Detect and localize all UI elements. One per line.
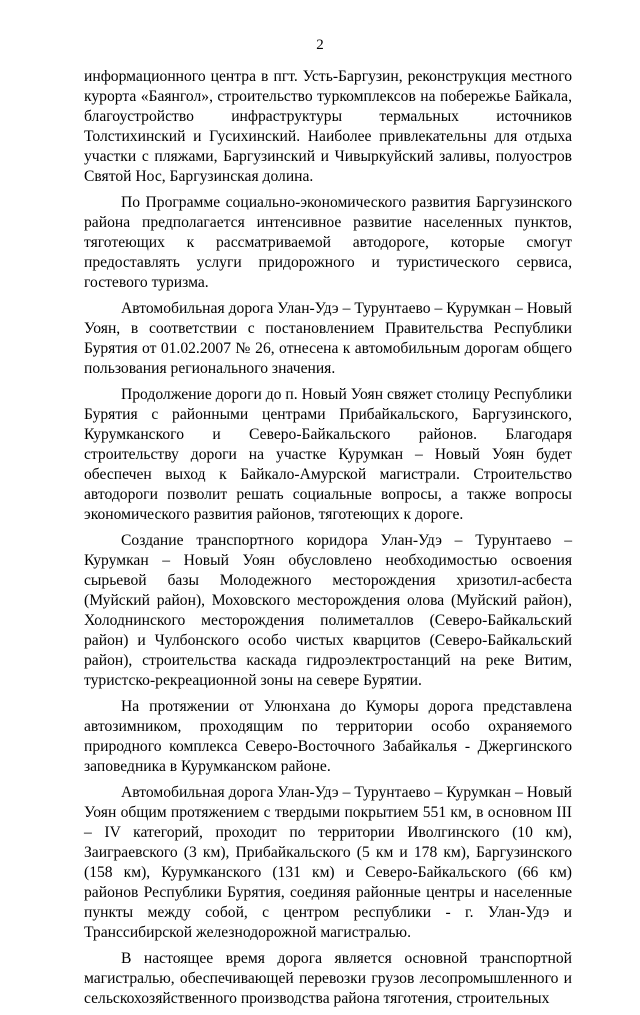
paragraph: Автомобильная дорога Улан-Удэ – Турунтаево – Курумкан – Новый Уоян, в соответствии с постановлением Правительства Республики Бурятия от 01.02.2007 № 26, отнесена к автомобильным дорогам общего пользования регионального значения. [84,300,572,377]
document-body [84,67,572,1015]
paragraph: В настоящее время дорога является основной транспортной магистралью, обеспечивающей перевозки грузов лесопромышленного и сельскохозяйственного производства района тяготения, строительных [84,950,572,1007]
paragraph: Автомобильная дорога Улан-Удэ – Турунтаево – Курумкан – Новый Уоян общим протяжением с твердыми покрытием 551 км, в основном III – IV категорий, проходит по территории Иволгинского (10 км), Заиграевского (3 км), Прибайкальского (5 км и 178 км), Баргузинского (158 км), Курумканского (131 км) и Северо-Байкальского (66 км) районов Республики Бурятия, соединяя районные центры и населенные пункты между собой, с центром республики - г. Улан-Удэ и Транссибирской железнодорожной магистралью. [84,784,572,941]
paragraph: Создание транспортного коридора Улан-Удэ – Турунтаево – Курумкан – Новый Уоян обусловлено необходимостью освоения сырьевой базы Молодежного месторождения хризотил-асбеста (Муйский район), Моховского месторождения олова (Муйский район), Холоднинского месторождения полиметаллов (Северо-Байкальский район) и Чулбонского особо чистых кварцитов (Северо-Байкальский район), строительства каскада гидроэлектростанций на реке Витим, туристско-рекреационной зоны на севере Бурятии. [84,532,572,689]
page-number: 2 [316,37,324,53]
paragraph: информационного центра в пгт. Усть-Баргузин, реконструкция местного курорта «Баянгол», строительство туркомплексов на побережье Байкала, благоустройство инфраструктуры термальных источников Толстихинский и Гусихинский. Наиболее привлекательны для отдыха участки с пляжами, Баргузинский и Чивыркуйский заливы, полуостров Святой Нос, Баргузинская долина. [84,68,572,185]
paragraph: По Программе социально-экономического развития Баргузинского района предполагается интенсивное развитие населенных пунктов, тяготеющих к рассматриваемой автодороге, которые смогут предоставлять услуги придорожного и туристического сервиса, гостевого туризма. [84,194,572,291]
paragraph: На протяжении от Улюнхана до Куморы дорога представлена автозимником, проходящим по территории особо охраняемого природного комплекса Северо-Восточного Забайкалья - Джергинского заповедника в Курумканском районе. [84,698,572,775]
paragraph: Продолжение дороги до п. Новый Уоян свяжет столицу Республики Бурятия с районными центрами Прибайкальского, Баргузинского, Курумканского и Северо-Байкальского районов. Благодаря строительству дороги на участке Курумкан – Новый Уоян будет обеспечен выход к Байкало-Амурской магистрали. Строительство автодороги позволит решать социальные вопросы, а также вопросы экономического развития районов, тяготеющих к дороге. [84,386,572,523]
